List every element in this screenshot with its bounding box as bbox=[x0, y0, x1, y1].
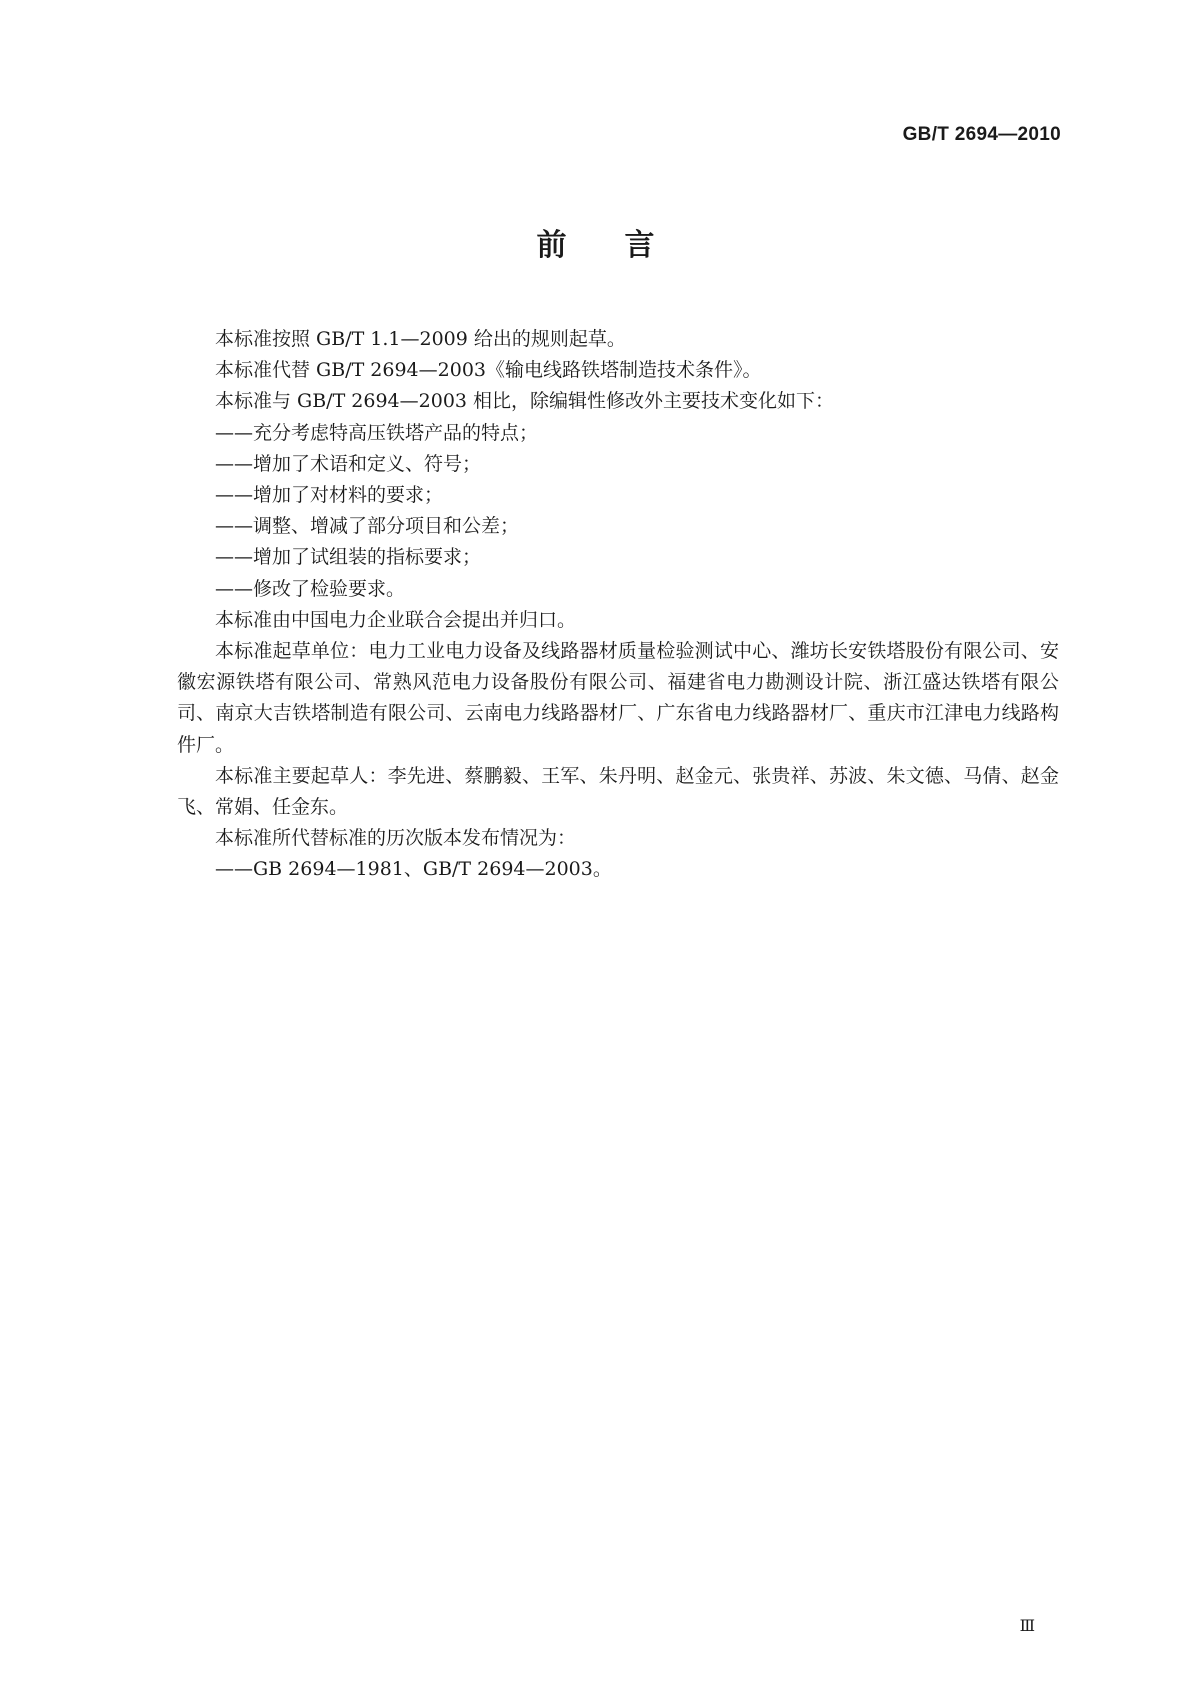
paragraph-drafting-units: 本标准起草单位：电力工业电力设备及线路器材质量检验测试中心、潍坊长安铁塔股份有限公司、安徽宏源铁塔有限公司、常熟风范电力设备股份有限公司、福建省电力勘测设计院、浙江盛达铁塔有限公司、南京大吉铁塔制造有限公司、云南电力线路器材厂、广东省电力线路器材厂、重庆市江津电力线路构件厂。 bbox=[177, 640, 1059, 756]
list-item-change: ——增加了术语和定义、符号； bbox=[215, 452, 482, 475]
paragraph-drafters: 本标准主要起草人：李先进、蔡鹏毅、王军、朱丹明、赵金元、张贵祥、苏波、朱文德、马倩、赵金飞、常娟、任金东。 bbox=[177, 764, 1059, 819]
list-item-change: ——调整、增减了部分项目和公差； bbox=[215, 515, 520, 538]
page-title: 前言 bbox=[536, 228, 713, 263]
paragraph-drafting-rules: 本标准按照 GB/T 1.1—2009 给出的规则起草。 bbox=[215, 328, 626, 350]
list-item-change: ——修改了检验要求。 bbox=[215, 577, 406, 600]
list-item-change: ——充分考虑特高压铁塔产品的特点； bbox=[215, 421, 539, 444]
paragraph-changes-intro: 本标准与 GB/T 2694—2003 相比，除编辑性修改外主要技术变化如下： bbox=[215, 390, 835, 413]
foreword-body bbox=[177, 324, 1059, 886]
paragraph-proposer: 本标准由中国电力企业联合会提出并归口。 bbox=[215, 608, 577, 631]
paragraph-history-intro: 本标准所代替标准的历次版本发布情况为： bbox=[215, 827, 577, 850]
paragraph-replaces: 本标准代替 GB/T 2694—2003《输电线路铁塔制造技术条件》。 bbox=[215, 359, 762, 382]
list-item-change: ——增加了试组装的指标要求； bbox=[215, 546, 482, 569]
standard-code: GB/T 2694—2010 bbox=[902, 124, 1061, 145]
list-item-history: ——GB 2694—1981、GB/T 2694—2003。 bbox=[215, 858, 612, 881]
list-item-change: ——增加了对材料的要求； bbox=[215, 484, 444, 507]
page-number: Ⅲ bbox=[1019, 1616, 1035, 1635]
